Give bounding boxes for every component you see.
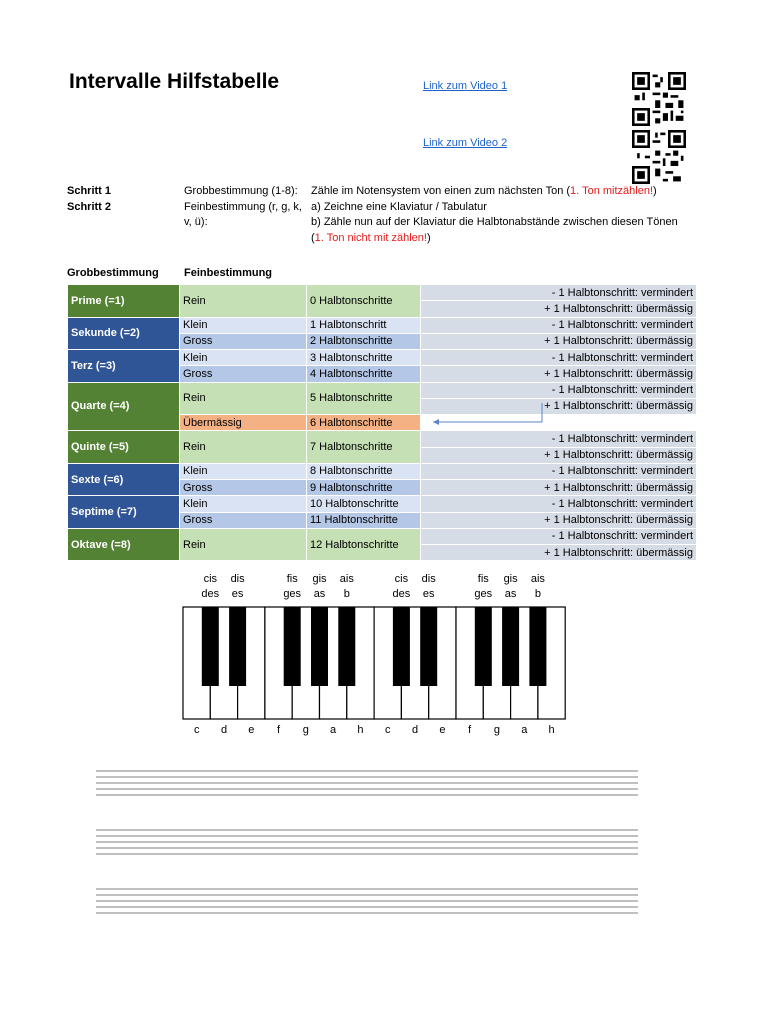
fein-cell: Gross <box>180 512 307 528</box>
minus-note: - 1 Halbtonschritt: vermindert <box>421 528 697 544</box>
interval-name: Quinte (=5) <box>68 431 180 464</box>
white-key-label: a <box>521 724 528 736</box>
table-row <box>68 317 697 333</box>
minus-note: - 1 Halbtonschritt: vermindert <box>421 285 697 301</box>
black-key-label: fis ges <box>474 573 493 600</box>
interval-table <box>67 284 697 561</box>
interval-name: Sexte (=6) <box>68 463 180 496</box>
plus-note: + 1 Halbtonschritt: übermässig <box>421 545 697 561</box>
black-key-label: cis des <box>201 573 220 600</box>
interval-name: Quarte (=4) <box>68 382 180 431</box>
fein-cell: Klein <box>180 496 307 512</box>
step1-text: Zähle im Notensystem von einen zum nächsten Ton (1. Ton mitzählen!) <box>311 185 657 197</box>
black-key-ais <box>529 607 546 686</box>
plus-note: + 1 Halbtonschritt: übermässig <box>421 398 697 414</box>
white-key-label: f <box>468 724 472 736</box>
step2-subtitle: Feinbestimmung (r, g, k, v, ü): <box>184 200 302 228</box>
steps-cell: 4 Halbtonschritte <box>307 366 421 382</box>
plus-note: + 1 Halbtonschritt: übermässig <box>421 480 697 496</box>
black-key-label: fis ges <box>283 573 302 600</box>
black-key-label: ais b <box>530 573 545 600</box>
plus-note: + 1 Halbtonschritt: übermässig <box>421 301 697 317</box>
black-key-dis <box>420 607 437 686</box>
plus-note: + 1 Halbtonschritt: übermässig <box>421 333 697 349</box>
staff-3 <box>96 889 638 913</box>
plus-note: + 1 Halbtonschritt: übermässig <box>421 366 697 382</box>
fein-cell: Klein <box>180 350 307 366</box>
fein-cell: Rein <box>180 285 307 318</box>
table-row <box>68 496 697 512</box>
steps-cell: 9 Halbtonschritte <box>307 480 421 496</box>
black-key-label: ais b <box>339 573 354 600</box>
video-link-2[interactable]: Link zum Video 2 <box>423 137 508 149</box>
white-key-label: h <box>548 724 555 736</box>
black-key-cis <box>202 607 219 686</box>
fein-cell: Gross <box>180 333 307 349</box>
black-key-cis <box>393 607 410 686</box>
steps-cell: 3 Halbtonschritte <box>307 350 421 366</box>
table-row <box>68 463 697 479</box>
black-key-label: dis es <box>421 573 436 600</box>
white-key-label: g <box>302 724 309 736</box>
white-key-label: f <box>276 724 281 736</box>
fein-cell: Rein <box>180 528 307 561</box>
steps-cell: 7 Halbtonschritte <box>307 431 421 464</box>
white-key-label: d <box>411 724 419 736</box>
minus-note: - 1 Halbtonschritt: vermindert <box>421 496 697 512</box>
table-row <box>68 382 697 398</box>
steps-cell: 6 Halbtonschritte <box>307 415 421 431</box>
staff-1 <box>96 771 638 795</box>
black-key-dis <box>229 607 246 686</box>
plus-note: + 1 Halbtonschritt: übermässig <box>421 512 697 528</box>
minus-note: - 1 Halbtonschritt: vermindert <box>421 431 697 447</box>
interval-name: Terz (=3) <box>68 350 180 383</box>
piano-keyboard <box>182 606 570 720</box>
fein-cell: Rein <box>180 431 307 464</box>
steps-cell: 0 Halbtonschritte <box>307 285 421 318</box>
steps-cell: 1 Halbtonschritt <box>307 317 421 333</box>
fein-cell: Klein <box>180 317 307 333</box>
step2-text-a: a) Zeichne eine Klaviatur / Tabulatur <box>311 200 487 213</box>
steps-cell: 8 Halbtonschritte <box>307 463 421 479</box>
table-row <box>68 350 697 366</box>
step2-note: 1. Ton nicht mit zählen! <box>314 231 427 244</box>
black-key-ais <box>338 607 355 686</box>
minus-note: - 1 Halbtonschritt: vermindert <box>421 350 697 366</box>
minus-note: - 1 Halbtonschritt: vermindert <box>421 463 697 479</box>
black-key-label: cis des <box>392 573 411 600</box>
table-row <box>68 528 697 544</box>
white-key-label: e <box>439 724 446 736</box>
fein-cell: Gross <box>180 480 307 496</box>
interval-name: Septime (=7) <box>68 496 180 529</box>
interval-name: Sekunde (=2) <box>68 317 180 350</box>
steps-cell: 12 Halbtonschritte <box>307 528 421 561</box>
qr-code-video-2[interactable] <box>632 130 686 184</box>
music-staves <box>96 768 640 918</box>
white-key-label: g <box>493 724 500 736</box>
step2-text-b: b) Zähle nun auf der Klaviatur die Halbtonabstände zwischen diesen Tönen (1. Ton nicht mit zählen!) <box>311 216 678 244</box>
minus-note: - 1 Halbtonschritt: vermindert <box>421 382 697 398</box>
header-feinbestimmung: Feinbestimmung <box>184 267 273 279</box>
black-key-gis <box>502 607 519 686</box>
step1-subtitle: Grobbestimmung (1-8): <box>184 185 298 197</box>
qr-code-video-1[interactable] <box>632 72 686 126</box>
black-key-label: gis as <box>503 573 518 600</box>
steps-cell: 10 Halbtonschritte <box>307 496 421 512</box>
white-key-label: a <box>330 724 337 736</box>
fein-cell: Gross <box>180 366 307 382</box>
black-key-label: dis es <box>230 573 245 600</box>
white-key-label: e <box>248 724 255 736</box>
steps-cell: 2 Halbtonschritte <box>307 333 421 349</box>
video-link-1[interactable]: Link zum Video 1 <box>423 80 508 92</box>
staff-2 <box>96 830 638 854</box>
interval-name: Oktave (=8) <box>68 528 180 561</box>
white-key-label: c <box>385 724 391 736</box>
white-key-label: c <box>193 724 200 736</box>
table-row <box>68 285 697 301</box>
table-row <box>68 431 697 447</box>
steps-cell: 11 Halbtonschritte <box>307 512 421 528</box>
page-title: Intervalle Hilfstabelle <box>69 70 280 93</box>
step1-label: Schritt 1 <box>67 185 112 197</box>
white-key-label: h <box>357 724 364 736</box>
step2-label: Schritt 2 <box>67 200 112 213</box>
black-key-gis <box>311 607 328 686</box>
black-key-fis <box>475 607 492 686</box>
arrow-icon <box>427 401 547 425</box>
black-key-fis <box>284 607 301 686</box>
fein-cell: Rein <box>180 382 307 415</box>
fein-cell: Übermässig <box>180 415 307 431</box>
minus-note: - 1 Halbtonschritt: vermindert <box>421 317 697 333</box>
step1-note: 1. Ton mitzählen! <box>570 185 654 197</box>
steps-cell: 5 Halbtonschritte <box>307 382 421 415</box>
header-grobbestimmung: Grobbestimmung <box>67 267 159 279</box>
plus-note: + 1 Halbtonschritt: übermässig <box>421 447 697 463</box>
arrow-cell <box>421 415 697 431</box>
fein-cell: Klein <box>180 463 307 479</box>
white-key-label: d <box>220 724 228 736</box>
black-key-label: gis as <box>312 573 327 600</box>
interval-name: Prime (=1) <box>68 285 180 318</box>
